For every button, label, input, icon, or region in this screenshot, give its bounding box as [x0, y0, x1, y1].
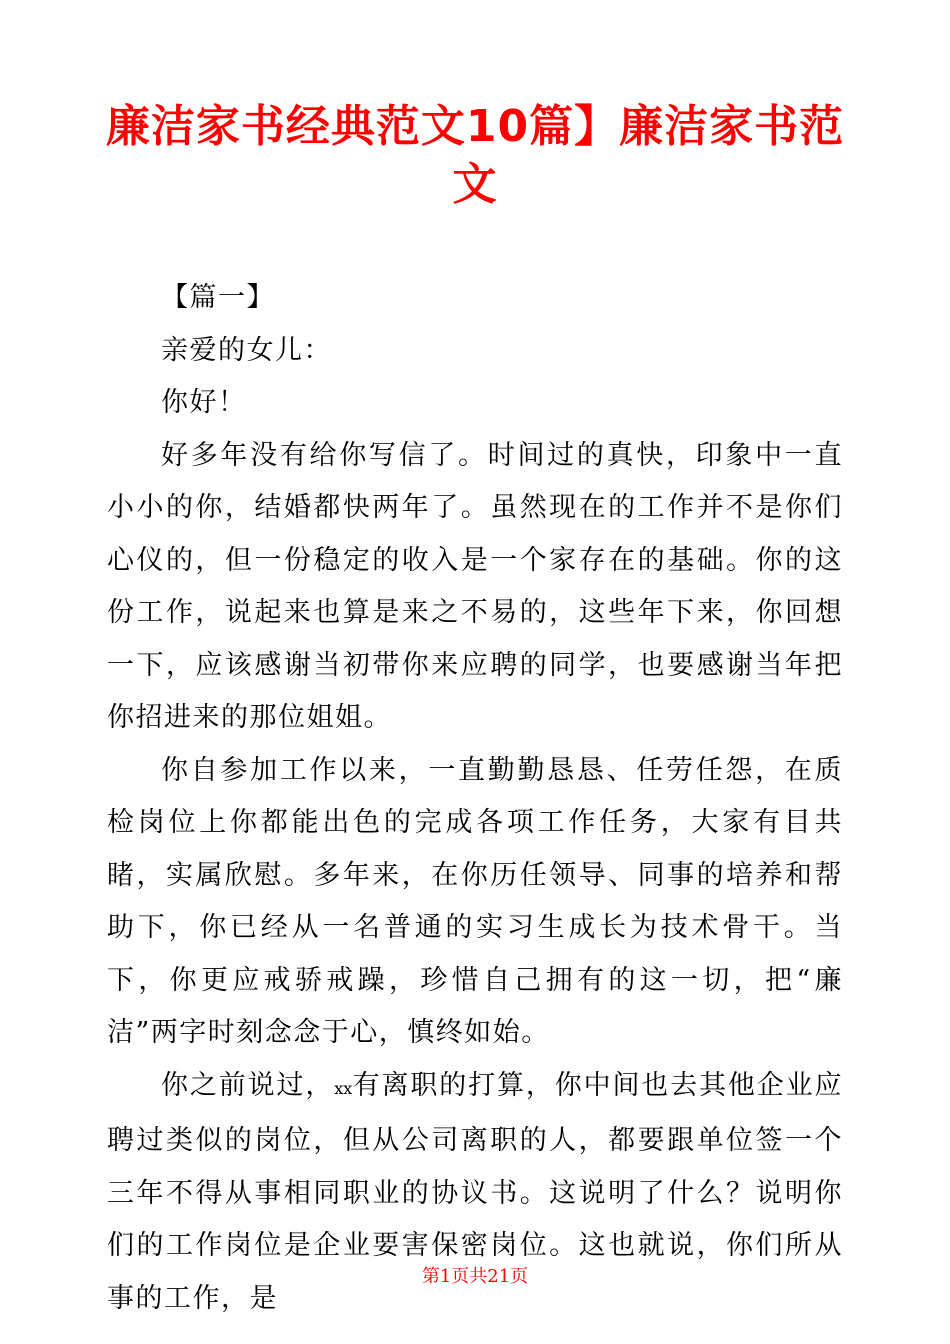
paragraph-1: 好多年没有给你写信了。时间过的真快，印象中一直小小的你，结婚都快两年了。虽然现在的工作并不是你们心仪的，但一份稳定的收入是一个家存在的基础。你的这份工作，说起来也算是来之不易的，这些年下来，你回想一下，应该感谢当初带你来应聘的同学，也要感谢当年把你招进来的那位姐姐。 [107, 439, 843, 733]
paragraph-3-rest: 有离职的打算，你中间也去其他企业应聘过类似的岗位，但从公司离职的人，都要跟单位签一个三年不得从事相同职业的协议书。这说明了什么？说明你们的工作岗位是企业要害保密岗位。这也就说，你们所从事的工作，是 [107, 1069, 844, 1314]
paragraph-2: 你自参加工作以来，一直勤勤恳恳、任劳任怨，在质检岗位上你都能出色的完成各项工作任务，大家有目共睹，实属欣慰。多年来，在你历任领导、同事的培养和帮助下，你已经从一名普通的实习生成长为技术骨干。当下，你更应戒骄戒躁，珍惜自己拥有的这一切，把“廉洁”两字时刻念念于心，慎终如始。 [107, 754, 843, 1048]
section-label: 【篇一】 [161, 282, 275, 313]
document-title: 廉洁家书经典范文10篇】廉洁家书范文 [105, 101, 845, 210]
paragraph-3-start: 你之前说过， [161, 1069, 335, 1101]
placeholder-xx: xx [334, 1078, 353, 1098]
greeting: 你好！ [161, 387, 247, 418]
salutation: 亲爱的女儿： [161, 334, 332, 366]
page-indicator: 第1页共21页 [421, 1266, 529, 1287]
document-body [107, 272, 843, 1325]
